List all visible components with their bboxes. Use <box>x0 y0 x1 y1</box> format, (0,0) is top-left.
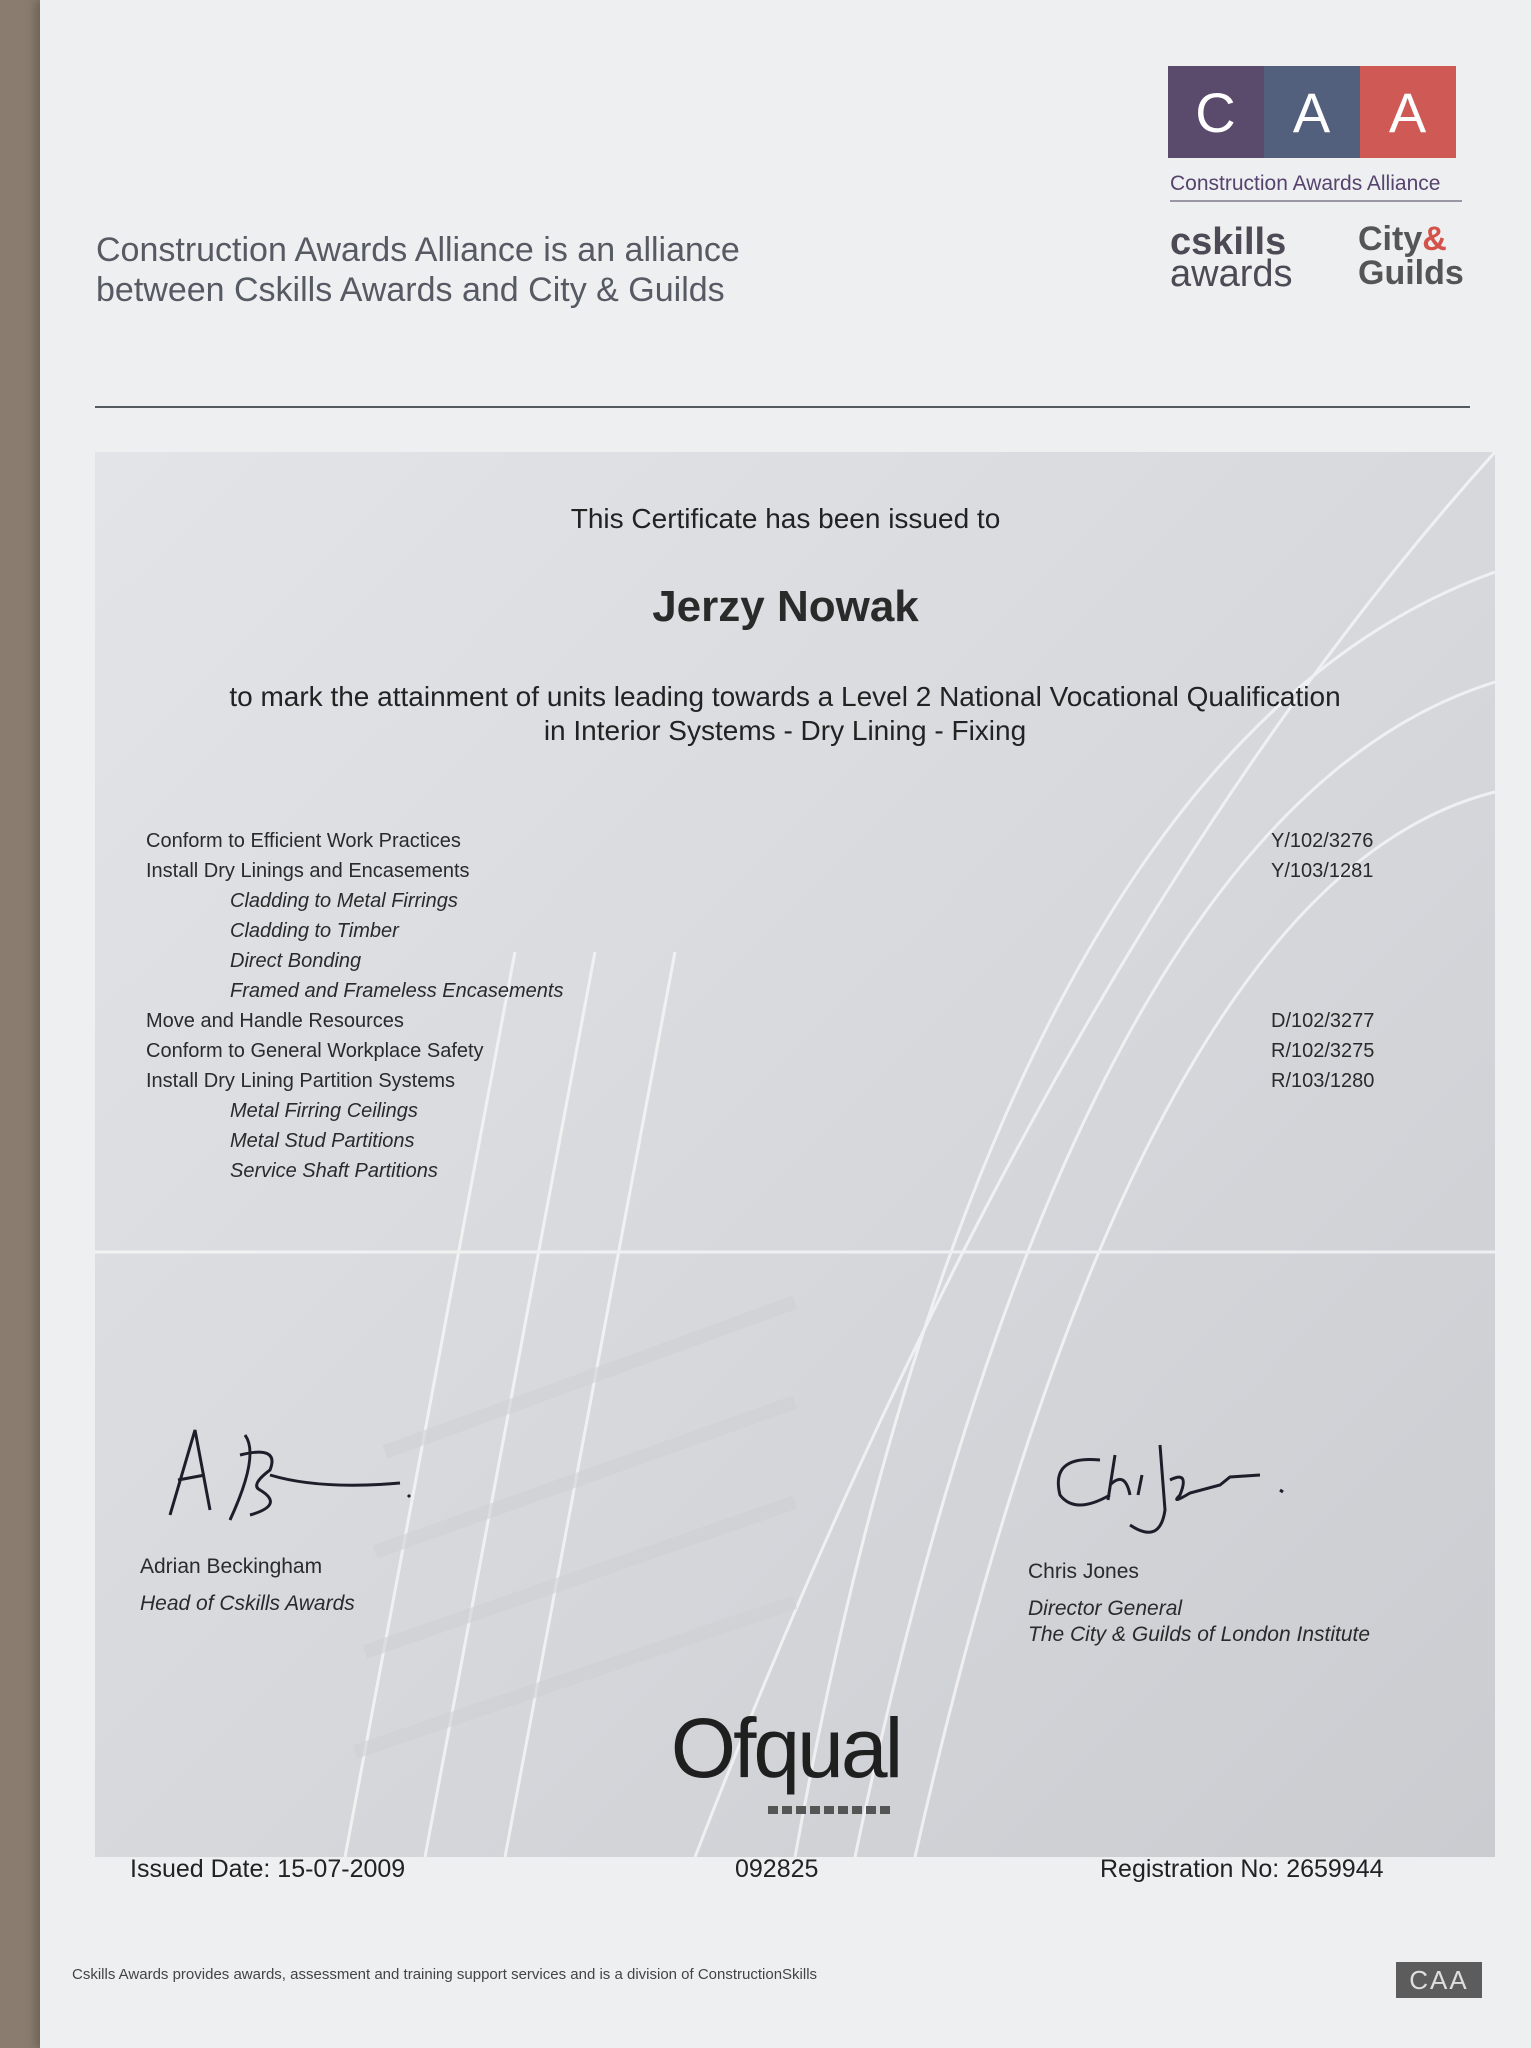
unit-title: Conform to General Workplace Safety <box>146 1040 484 1062</box>
alliance-intro <box>96 230 740 310</box>
unit-title: Install Dry Linings and Encasements <box>146 860 470 882</box>
alliance-intro-line1: Construction Awards Alliance is an alliance <box>96 231 740 269</box>
ofqual-logo-bar <box>768 1806 892 1814</box>
caa-full-name: Construction Awards Alliance <box>1170 172 1441 195</box>
city-guilds-logo-line1: City <box>1358 220 1423 258</box>
unit-title: Metal Stud Partitions <box>230 1130 415 1152</box>
city-guilds-logo <box>1358 222 1464 290</box>
caa-logo-letter-a2: A <box>1360 66 1456 158</box>
qualification-line2: in Interior Systems - Dry Lining - Fixing <box>543 715 1027 746</box>
ofqual-logo: Ofqual <box>670 1701 901 1795</box>
unit-subitem <box>146 1130 1446 1160</box>
qualification-text <box>120 680 1450 748</box>
qualification-line1: to mark the attainment of units leading towards a Level 2 National Vocational Qualification <box>229 681 1341 712</box>
unit-row <box>146 860 1446 890</box>
alliance-intro-line2: between Cskills Awards and City & Guilds <box>96 271 725 309</box>
unit-title: Service Shaft Partitions <box>230 1160 438 1182</box>
unit-title: Cladding to Metal Firrings <box>230 890 458 912</box>
registration-number: Registration No: 2659944 <box>1100 1855 1384 1883</box>
footer-note: Cskills Awards provides awards, assessment and training support services and is a division of ConstructionSkills <box>72 1966 818 1983</box>
left-signatory-role: Head of Cskills Awards <box>140 1592 355 1615</box>
unit-code: Y/103/1281 <box>1271 860 1374 882</box>
left-signatory-name: Adrian Beckingham <box>140 1555 323 1578</box>
caa-logo <box>1168 66 1456 158</box>
unit-row <box>146 830 1446 860</box>
right-signatory-role-line2: The City & Guilds of London Institute <box>1028 1623 1371 1646</box>
right-signature <box>1030 1415 1330 1545</box>
issued-to-label: This Certificate has been issued to <box>570 503 1001 534</box>
unit-code: R/103/1280 <box>1271 1070 1375 1092</box>
header-divider <box>95 406 1470 408</box>
certificate-page <box>40 0 1531 2048</box>
caa-footer-badge: CAA <box>1396 1962 1482 1998</box>
serial-number: 092825 <box>735 1855 819 1883</box>
unit-row <box>146 1070 1446 1100</box>
issued-date: Issued Date: 15-07-2009 <box>130 1855 406 1883</box>
unit-subitem <box>146 950 1446 980</box>
logo-divider <box>1170 200 1462 202</box>
unit-title: Conform to Efficient Work Practices <box>146 830 461 852</box>
units-list <box>146 830 1446 1190</box>
caa-logo-letter-a1: A <box>1264 66 1360 158</box>
unit-title: Install Dry Lining Partition Systems <box>146 1070 456 1092</box>
caa-logo-letter-c: C <box>1168 66 1264 158</box>
cskills-logo-line1: cskills <box>1170 221 1287 263</box>
unit-subitem <box>146 1100 1446 1130</box>
city-guilds-logo-amp: & <box>1422 220 1447 258</box>
recipient-name: Jerzy Nowak <box>652 582 919 631</box>
unit-subitem <box>146 890 1446 920</box>
right-signatory-role-line1: Director General <box>1028 1597 1183 1620</box>
unit-subitem <box>146 1160 1446 1190</box>
right-signatory-role <box>1028 1596 1370 1648</box>
unit-subitem <box>146 980 1446 1010</box>
unit-row <box>146 1040 1446 1070</box>
unit-code: R/102/3275 <box>1271 1040 1375 1062</box>
unit-title: Framed and Frameless Encasements <box>230 980 564 1002</box>
right-signatory-name: Chris Jones <box>1028 1560 1139 1583</box>
cskills-logo-line2: awards <box>1170 253 1293 295</box>
unit-subitem <box>146 920 1446 950</box>
left-signature <box>150 1395 430 1535</box>
unit-title: Move and Handle Resources <box>146 1010 404 1032</box>
cskills-awards-logo <box>1170 221 1293 295</box>
city-guilds-logo-line2: Guilds <box>1358 254 1464 292</box>
unit-code: D/102/3277 <box>1271 1010 1375 1032</box>
unit-row <box>146 1010 1446 1040</box>
unit-title: Cladding to Timber <box>230 920 399 942</box>
unit-title: Metal Firring Ceilings <box>230 1100 418 1122</box>
unit-code: Y/102/3276 <box>1271 830 1374 852</box>
unit-title: Direct Bonding <box>230 950 362 972</box>
